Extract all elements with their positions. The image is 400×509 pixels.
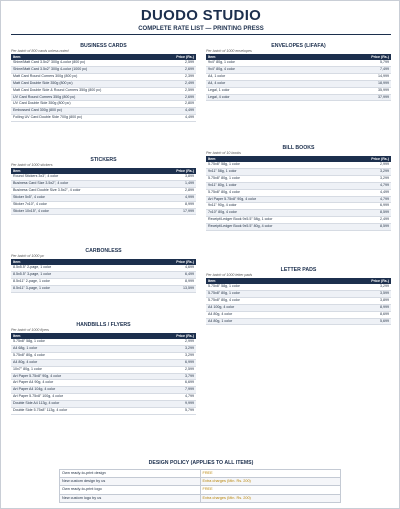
item-price: 7,499 bbox=[355, 66, 391, 73]
item-price: 8,699 bbox=[355, 311, 391, 318]
item-price: 2,809 bbox=[160, 101, 196, 108]
item-price: 18,999 bbox=[355, 80, 391, 87]
table-row bbox=[11, 194, 196, 201]
column-header-item: Item bbox=[11, 168, 160, 174]
item-name: Foiling UV Card Double Side 700g (800 pc) bbox=[11, 115, 160, 122]
policy-charge: Extra charges (Min. Rs. 200) bbox=[200, 494, 341, 502]
item-name: Shine/Matt Card 3.5x2" 300g 4-color (1000 pc) bbox=[11, 66, 160, 73]
price-table bbox=[11, 333, 196, 415]
item-name: A4 80g, 4 color bbox=[206, 311, 355, 318]
item-price: 5,799 bbox=[160, 408, 196, 415]
item-name: UV Card Double Side 350g (800 pc) bbox=[11, 101, 160, 108]
item-price: 6,499 bbox=[160, 271, 196, 278]
item-name: 8.5x11" 3-page, 1 color bbox=[11, 285, 160, 292]
policy-table bbox=[59, 469, 341, 503]
policy-item: Own ready-to-print design bbox=[60, 470, 201, 478]
item-name: 9x4" 80g, 1 color bbox=[206, 60, 355, 66]
item-name: Legal, 1 color bbox=[206, 87, 355, 94]
item-price: 3,899 bbox=[160, 174, 196, 180]
table-row bbox=[206, 168, 391, 175]
item-price: 3,299 bbox=[160, 352, 196, 359]
item-price: 2,699 bbox=[160, 66, 196, 73]
table-row bbox=[11, 101, 196, 108]
table-row bbox=[11, 201, 196, 208]
item-price: 35,999 bbox=[355, 87, 391, 94]
item-price: 14,999 bbox=[355, 73, 391, 80]
item-name: A4, 1 color bbox=[206, 73, 355, 80]
section-note: Per batch of 1000 flyers bbox=[11, 328, 49, 332]
item-name: 9x11" 90g, 4 color bbox=[206, 203, 355, 210]
section-bill-books bbox=[206, 145, 391, 231]
item-price: 2,599 bbox=[160, 366, 196, 373]
item-price: 7,999 bbox=[160, 387, 196, 394]
table-row bbox=[206, 224, 391, 231]
item-name: A4 100g, 4 color bbox=[206, 304, 355, 311]
policy-item: New custom design by us bbox=[60, 478, 201, 486]
price-table bbox=[206, 54, 391, 101]
table-row bbox=[11, 359, 196, 366]
item-price: 2,599 bbox=[160, 87, 196, 94]
item-name: Receipt/Ledger Book 9x5.5" 58g, 1 color bbox=[206, 217, 355, 224]
item-price: 2,999 bbox=[355, 162, 391, 168]
title-divider bbox=[11, 34, 391, 35]
section-note: Per batch of 1000 envelopes bbox=[206, 49, 252, 53]
item-price: 3,599 bbox=[355, 290, 391, 297]
item-name: Business Card Size 3.5x2", 4 color bbox=[11, 180, 160, 187]
policy-charge: Extra charges (Min. Rs. 200) bbox=[200, 478, 341, 486]
item-price: 17,999 bbox=[160, 208, 196, 215]
item-price: 8,599 bbox=[355, 210, 391, 217]
item-price: 3,299 bbox=[160, 345, 196, 352]
table-row bbox=[11, 180, 196, 187]
table-row bbox=[11, 187, 196, 194]
item-price: 4,699 bbox=[160, 265, 196, 271]
table-row bbox=[206, 210, 391, 217]
item-name: 5.75x8" 58g, 1 color bbox=[206, 162, 355, 168]
item-price: 4,499 bbox=[355, 189, 391, 196]
item-price: 8,999 bbox=[160, 201, 196, 208]
item-price: 2,399 bbox=[160, 73, 196, 80]
item-name: Sticker 10x15", 4 color bbox=[11, 208, 160, 215]
item-name: 5.75x8" 80g, 4 color bbox=[206, 297, 355, 304]
item-name: Legal, 4 color bbox=[206, 94, 355, 101]
table-row bbox=[11, 94, 196, 101]
column-header-price: Price (Rs.) bbox=[160, 54, 196, 60]
item-name: Matt Card Double Side & Round Corners 350g (800 pc) bbox=[11, 87, 160, 94]
item-name: 5.75x8" 80g, 1 color bbox=[206, 175, 355, 182]
table-row bbox=[11, 387, 196, 394]
column-header-item: Item bbox=[206, 54, 355, 60]
table-row bbox=[11, 380, 196, 387]
section-note: Per batch of 800 cards unless noted bbox=[11, 49, 69, 53]
policy-row bbox=[60, 486, 341, 494]
table-row bbox=[11, 108, 196, 115]
table-row bbox=[11, 401, 196, 408]
item-name: 9x11" 58g, 1 color bbox=[206, 168, 355, 175]
item-name: A4 80g, 1 color bbox=[206, 318, 355, 325]
table-row bbox=[206, 290, 391, 297]
item-price: 3,299 bbox=[355, 168, 391, 175]
item-price: 5,699 bbox=[355, 318, 391, 325]
price-table bbox=[11, 259, 196, 293]
section-envelopes bbox=[206, 43, 391, 101]
section-heading: ENVELOPES (LIFAFA) bbox=[271, 43, 326, 49]
section-letter-pads bbox=[206, 267, 391, 325]
table-row bbox=[206, 87, 391, 94]
table-row bbox=[206, 73, 391, 80]
column-header-item: Item bbox=[206, 278, 355, 284]
item-name: Matt Card Round Corners 300g (800 pc) bbox=[11, 73, 160, 80]
table-row bbox=[206, 304, 391, 311]
section-note: Per batch of 1000 letter pads bbox=[206, 273, 253, 277]
item-price: 4,799 bbox=[355, 196, 391, 203]
table-row bbox=[206, 217, 391, 224]
column-header-price: Price (Rs.) bbox=[355, 278, 391, 284]
section-stickers bbox=[11, 157, 196, 215]
item-name: 10x7" 80g, 1 color bbox=[11, 366, 160, 373]
section-carbonless bbox=[11, 248, 196, 293]
item-price: 8,599 bbox=[355, 224, 391, 231]
column-header-price: Price (Rs.) bbox=[355, 156, 391, 162]
table-row bbox=[11, 208, 196, 215]
section-heading: BUSINESS CARDS bbox=[80, 43, 127, 49]
column-header-price: Price (Rs.) bbox=[160, 333, 196, 339]
table-row bbox=[206, 297, 391, 304]
item-price: 4,499 bbox=[160, 115, 196, 122]
table-row bbox=[11, 366, 196, 373]
column-header-item: Item bbox=[11, 54, 160, 60]
table-row bbox=[206, 66, 391, 73]
item-price: 6,999 bbox=[160, 359, 196, 366]
item-name: Art Paper 5.75x8" 100g, 4 color bbox=[11, 394, 160, 401]
item-name: 8.5x5.5" 2-page, 1 color bbox=[11, 265, 160, 271]
item-price: 3,799 bbox=[160, 373, 196, 380]
section-business-cards bbox=[11, 43, 196, 122]
item-name: 9x4" 80g, 4 color bbox=[206, 66, 355, 73]
section-heading: BILL BOOKS bbox=[282, 145, 315, 151]
item-price: 2,599 bbox=[160, 60, 196, 66]
item-price: 37,999 bbox=[355, 94, 391, 101]
item-name: Sticker 7x10", 4 color bbox=[11, 201, 160, 208]
item-name: Business Card Double Size 3.5x2", 4 color bbox=[11, 187, 160, 194]
item-name: 5.75x8" 58g, 1 color bbox=[11, 339, 160, 345]
item-name: A4 68g, 1 color bbox=[11, 345, 160, 352]
table-row bbox=[11, 87, 196, 94]
item-name: Art Paper A4 104g, 4 color bbox=[11, 387, 160, 394]
item-name: 7x10" 80g, 4 color bbox=[206, 210, 355, 217]
policy-item: New custom logo by us bbox=[60, 494, 201, 502]
table-row bbox=[11, 352, 196, 359]
item-price: 5,799 bbox=[355, 60, 391, 66]
item-name: UV Card Round Corners 350g (800 pc) bbox=[11, 94, 160, 101]
item-name: Sticker 5x5", 4 color bbox=[11, 194, 160, 201]
price-table bbox=[11, 54, 196, 122]
section-heading: HANDBILLS / FLYERS bbox=[76, 322, 131, 328]
table-row bbox=[11, 394, 196, 401]
price-table bbox=[11, 168, 196, 215]
table-row bbox=[11, 271, 196, 278]
item-price: 3,299 bbox=[355, 175, 391, 182]
column-header-item: Item bbox=[11, 259, 160, 265]
page-subtitle: COMPLETE RATE LIST — PRINTING PRESS bbox=[138, 26, 264, 32]
table-row bbox=[11, 285, 196, 292]
item-name: Double Side 5.75x8" 113g, 4 color bbox=[11, 408, 160, 415]
table-row bbox=[11, 345, 196, 352]
item-name: 5.75x8" 80g, 4 color bbox=[206, 189, 355, 196]
item-name: Matt Card Double Side 350g (800 pc) bbox=[11, 80, 160, 87]
item-name: Shine/Matt Card 3.5x2" 300g 4-color (800 pc) bbox=[11, 60, 160, 66]
item-price: 9,999 bbox=[160, 401, 196, 408]
item-price: 3,299 bbox=[355, 284, 391, 290]
item-price: 2,699 bbox=[160, 94, 196, 101]
item-price: 6,999 bbox=[355, 203, 391, 210]
item-price: 8,999 bbox=[355, 304, 391, 311]
table-row bbox=[11, 373, 196, 380]
section-note: Per batch of 1000 pc bbox=[11, 254, 45, 258]
table-row bbox=[11, 408, 196, 415]
item-price: 2,899 bbox=[160, 187, 196, 194]
table-row bbox=[206, 80, 391, 87]
price-table bbox=[206, 278, 391, 325]
table-row bbox=[11, 73, 196, 80]
item-price: 4,999 bbox=[160, 194, 196, 201]
policy-row bbox=[60, 478, 341, 486]
policy-row bbox=[60, 494, 341, 502]
item-name: 5.75x8" 80g, 1 color bbox=[206, 290, 355, 297]
item-price: 13,599 bbox=[160, 285, 196, 292]
item-name: Receipt/Ledger Book 9x5.5" 80g, 4 color bbox=[206, 224, 355, 231]
price-table bbox=[206, 156, 391, 231]
item-name: 9x11" 80g, 1 color bbox=[206, 182, 355, 189]
item-price: 2,499 bbox=[160, 80, 196, 87]
policy-row bbox=[60, 470, 341, 478]
table-row bbox=[206, 94, 391, 101]
item-name: Round Stickers 3x3", 4 color bbox=[11, 174, 160, 180]
item-name: 5.75x8" 58g, 1 color bbox=[206, 284, 355, 290]
policy-charge: FREE bbox=[200, 486, 341, 494]
section-heading: LETTER PADS bbox=[280, 267, 317, 273]
table-row bbox=[206, 175, 391, 182]
item-name: 5.75x8" 80g, 4 color bbox=[11, 352, 160, 359]
table-row bbox=[206, 318, 391, 325]
policy-charge: FREE bbox=[200, 470, 341, 478]
item-price: 8,999 bbox=[160, 278, 196, 285]
column-header-price: Price (Rs.) bbox=[355, 54, 391, 60]
table-row bbox=[206, 311, 391, 318]
item-name: Art Paper 5.75x8" 90g, 4 color bbox=[11, 373, 160, 380]
table-row bbox=[11, 66, 196, 73]
section-heading: STICKERS bbox=[90, 157, 117, 163]
item-price: 4,499 bbox=[160, 108, 196, 115]
table-row bbox=[206, 203, 391, 210]
table-row bbox=[11, 278, 196, 285]
table-row bbox=[206, 189, 391, 196]
table-row bbox=[11, 80, 196, 87]
column-header-price: Price (Rs.) bbox=[160, 259, 196, 265]
item-name: 8.5x5.5" 3-page, 1 color bbox=[11, 271, 160, 278]
column-header-item: Item bbox=[11, 333, 160, 339]
column-header-item: Item bbox=[206, 156, 355, 162]
item-price: 1,499 bbox=[160, 180, 196, 187]
column-header-price: Price (Rs.) bbox=[160, 168, 196, 174]
item-name: A4, 4 color bbox=[206, 80, 355, 87]
item-name: A4 80g, 4 color bbox=[11, 359, 160, 366]
section-note: Per batch of 1000 stickers bbox=[11, 163, 53, 167]
policy-item: Own ready-to-print logo bbox=[60, 486, 201, 494]
item-name: Double Side A4 113g, 4 color bbox=[11, 401, 160, 408]
section-handbills bbox=[11, 322, 196, 415]
item-price: 4,799 bbox=[160, 394, 196, 401]
table-row bbox=[206, 182, 391, 189]
section-note: Per batch of 10 books bbox=[206, 151, 241, 155]
item-name: Embossed Card 300g (800 pc) bbox=[11, 108, 160, 115]
section-heading: CARBONLESS bbox=[85, 248, 122, 254]
table-row bbox=[206, 196, 391, 203]
item-name: Art Paper A4 90g, 4 color bbox=[11, 380, 160, 387]
item-price: 4,799 bbox=[355, 182, 391, 189]
policy-title: DESIGN POLICY (APPLIES TO ALL ITEMS) bbox=[148, 460, 254, 466]
item-price: 2,499 bbox=[355, 217, 391, 224]
item-price: 6,699 bbox=[160, 380, 196, 387]
item-price: 2,999 bbox=[160, 339, 196, 345]
page-title: DUODO STUDIO bbox=[140, 7, 262, 24]
item-price: 3,899 bbox=[355, 297, 391, 304]
item-name: Art Paper 5.75x8" 90g, 4 color bbox=[206, 196, 355, 203]
item-name: 8.5x11" 2-page, 1 color bbox=[11, 278, 160, 285]
table-row bbox=[11, 115, 196, 122]
